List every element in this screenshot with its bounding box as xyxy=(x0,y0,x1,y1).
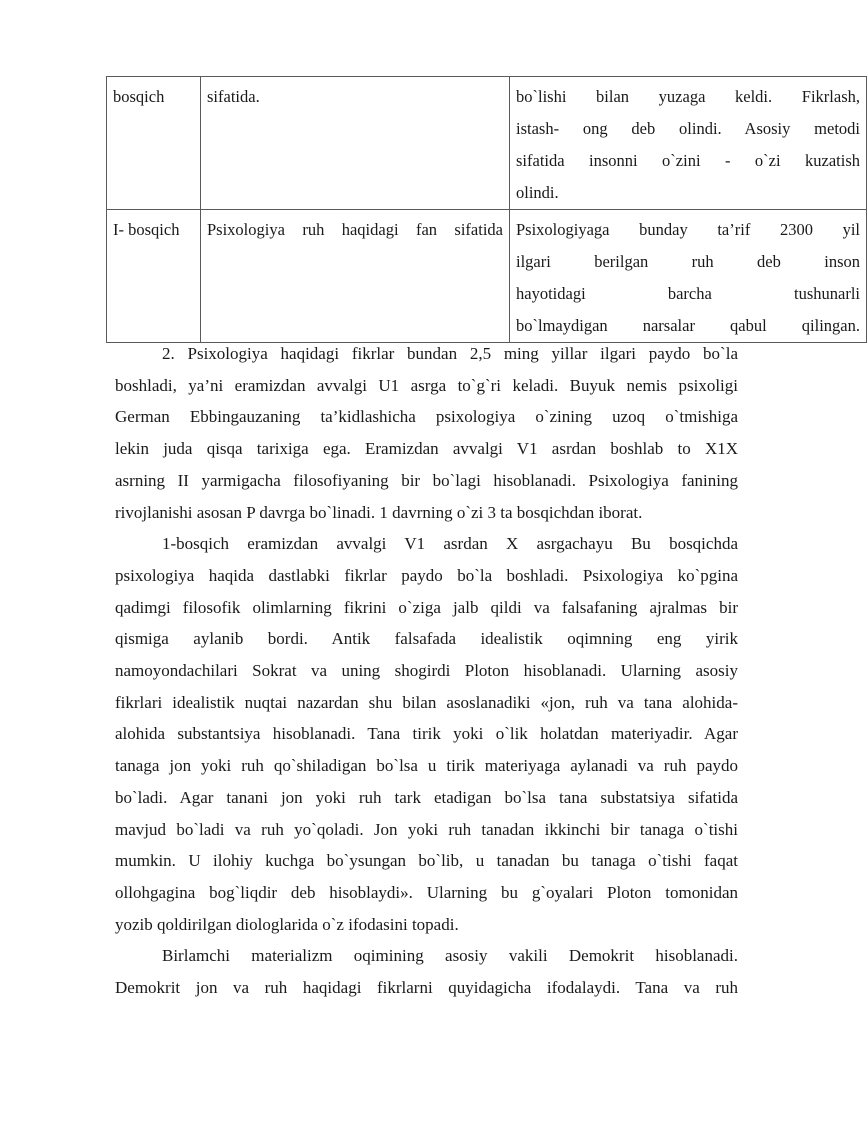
text-line: 1-bosqich eramizdan avvalgi V1 asrdan X asrgachayu Bu bosqichda xyxy=(162,534,738,554)
stage-name: sifatida. xyxy=(207,87,260,106)
description-line: istash- ong deb olindi. Asosiy metodi xyxy=(516,119,860,138)
stage-name-cell xyxy=(201,210,510,343)
text-line: German Ebbingauzaning ta’kidlashicha psixologiya o`zining uzoq o`tmishiga xyxy=(115,407,738,427)
paragraph xyxy=(115,528,738,940)
text-line: bo`ladi. Agar tanani jon yoki ruh tark etadigan bo`lsa tana substatsiya sifatida xyxy=(115,787,738,807)
text-line: mavjud bo`ladi va ruh yo`qoladi. Jon yoki ruh tanadan ikkinchi bir tanaga o`tishi xyxy=(115,819,738,839)
text-line: lekin juda qisqa tarixiga ega. Eramizdan avvalgi V1 asrdan boshlab to X1X xyxy=(115,439,738,459)
stage-name-cell xyxy=(201,77,510,210)
paragraph xyxy=(115,338,738,528)
text-line: rivojlanishi asosan P davrga bo`linadi. 1 davrning o`zi 3 ta bosqichdan iborat. xyxy=(115,502,643,522)
stage-description-cell xyxy=(510,210,867,343)
description-line: bo`lishi bilan yuzaga keldi. Fikrlash, xyxy=(516,87,860,106)
text-line: qismiga aylanib bordi. Antik falsafada idealistik oqimning eng yirik xyxy=(115,629,738,649)
psychology-stages-table xyxy=(106,76,867,343)
text-line: 2. Psixologiya haqidagi fikrlar bundan 2,5 ming yillar ilgari paydo bo`la xyxy=(162,344,738,363)
text-line: qadimgi filosofik olimlarning fikrini o`ziga jalb qildi va falsafaning ajralmas bir xyxy=(115,597,738,617)
text-line: ollohgagina bog`liqdir deb hisoblaydi». Ularning bu g`oyalari Ploton tomonidan xyxy=(115,882,738,902)
text-line: asrning II yarmigacha filosofiyaning bir bo`lagi hisoblanadi. Psixologiya fanining xyxy=(115,470,738,490)
stage-description-cell xyxy=(510,77,867,210)
body-text xyxy=(115,338,738,1004)
text-line: mumkin. U ilohiy kuchga bo`ysungan bo`lib, u tanadan bu tanaga o`tishi faqat xyxy=(115,851,738,871)
text-line: Birlamchi materializm oqimining asosiy vakili Demokrit hisoblanadi. xyxy=(162,946,738,966)
text-line: boshladi, ya’ni eramizdan avvalgi U1 asrga to`g`ri keladi. Buyuk nemis psixoligi xyxy=(115,375,738,395)
stage-label: bosqich xyxy=(113,87,165,106)
description-line: sifatida insonni o`zini - o`zi kuzatish xyxy=(516,151,860,170)
text-line: psixologiya haqida dastlabki fikrlar paydo bo`la boshladi. Psixologiya ko`pgina xyxy=(115,565,738,585)
description-line: bo`lmaydigan narsalar qabul qilingan. xyxy=(516,316,860,335)
text-line: namoyondachilari Sokrat va uning shogirdi Ploton hisoblanadi. Ularning asosiy xyxy=(115,661,738,681)
text-line: Demokrit jon va ruh haqidagi fikrlarni quyidagicha ifodalaydi. Tana va ruh xyxy=(115,978,738,998)
stage-cell xyxy=(107,210,201,343)
text-line: alohida substantsiya hisoblanadi. Tana tirik yoki o`lik holatdan materiyadir. Agar xyxy=(115,724,738,744)
stage-cell xyxy=(107,77,201,210)
description-line: Psixologiyaga bunday ta’rif 2300 yil xyxy=(516,220,860,239)
description-line: hayotidagi barcha tushunarli xyxy=(516,284,860,303)
stage-label: I- bosqich xyxy=(113,220,180,239)
text-line: fikrlari idealistik nuqtai nazardan shu bilan asoslanadiki «jon, ruh va tana alohida- xyxy=(115,692,738,712)
paragraph xyxy=(115,940,738,1003)
description-line: olindi. xyxy=(516,183,559,202)
text-line: tanaga jon yoki ruh qo`shiladigan bo`lsa u tirik materiyaga aylanadi va ruh paydo xyxy=(115,756,738,776)
text-line: yozib qoldirilgan diologlarida o`z ifodasini topadi. xyxy=(115,914,459,934)
stage-name: Psixologiya ruh haqidagi fan sifatida xyxy=(207,220,503,239)
description-line: ilgari berilgan ruh deb inson xyxy=(516,252,860,271)
table-row xyxy=(107,77,867,210)
table-row xyxy=(107,210,867,343)
